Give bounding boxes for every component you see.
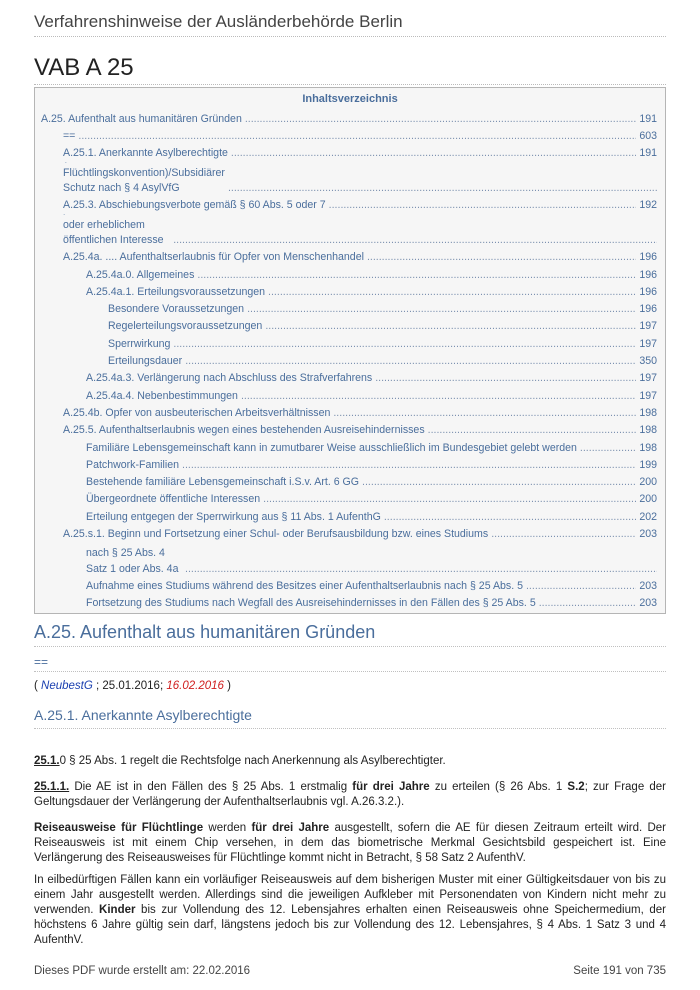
toc-entry[interactable] xyxy=(41,508,657,525)
toc-entry[interactable] xyxy=(41,335,657,352)
toc-entry-title: Bestehende familiäre Lebensgemeinschaft i.S.v. Art. 6 GG xyxy=(86,476,360,489)
subsection-divider xyxy=(34,728,666,729)
toc-entry-title: A.25.4a.0. Allgemeines xyxy=(86,268,195,281)
toc-entry[interactable] xyxy=(41,369,657,386)
toc-entry[interactable] xyxy=(41,283,657,300)
toc-page-number: 196 xyxy=(639,285,657,298)
para-text: In eilbedürftigen Fällen kann ein vorläufiger Reiseausweis auf dem bisherigen Muster mit einer Gültigkeitsdauer von bis zu einem Jahr ausgestellt werden. Allerdings sind die jeweiligen Aufkleber mit Personendaten von Kindern nicht mehr zu verwenden. xyxy=(34,874,666,916)
toc-page-number: 203 xyxy=(639,528,657,541)
toc-leader-dots xyxy=(491,527,636,542)
toc-leader-dots xyxy=(375,371,636,386)
toc-entry-title: A.25.4b. Opfer von ausbeuterischen Arbeitsverhältnissen xyxy=(63,406,331,419)
toc-entry-title: Erteilung entgegen der Sperrwirkung aus § 11 Abs. 1 AufenthG xyxy=(86,510,381,523)
toc-leader-dots xyxy=(231,146,636,161)
paragraph-eilfaelle xyxy=(34,873,666,948)
toc-leader-dots xyxy=(241,389,636,404)
para-emphasis: S.2 xyxy=(567,781,585,793)
toc-entry[interactable] xyxy=(41,542,657,577)
toc-entry[interactable] xyxy=(41,127,657,144)
toc-page-number: 203 xyxy=(639,597,657,610)
para-ref-tail: 0 xyxy=(59,755,66,767)
section-divider xyxy=(34,646,666,647)
toc-leader-dots xyxy=(539,596,637,611)
toc-page-number: 350 xyxy=(639,355,657,368)
toc-entry-title: Besondere Voraussetzungen xyxy=(108,303,245,316)
toc-leader-dots xyxy=(245,112,636,127)
para-text: bis zur Vollendung des 12. Lebensjahres erhalten einen Reiseausweis ohne Speichermedium, der höchstens 6 Jahre gültig sein darf, längstens jedoch bis zur Vollendung des 12. Lebensjahres, § 4 Abs. 1 Satz 3 und 4 AufenthV. xyxy=(34,904,666,946)
toc-page-number: 198 xyxy=(639,441,657,454)
toc-entry-title: A.25. Aufenthalt aus humanitären Gründen xyxy=(41,112,242,125)
toc-entry-title: == xyxy=(63,130,76,143)
toc-heading: Inhaltsverzeichnis xyxy=(302,93,398,105)
toc-page-number: 197 xyxy=(639,320,657,333)
toc-entry-title: Fortsetzung des Studiums nach Wegfall des Ausreisehindernisses in den Fällen des § 25 Abs. 5 xyxy=(86,597,536,610)
change-marker-link[interactable]: == xyxy=(34,655,49,669)
toc-entry-title: oder erheblichem öffentlichen Interesse xyxy=(63,218,164,246)
toc-entry[interactable] xyxy=(41,248,657,265)
toc-page-number: 191 xyxy=(639,147,657,160)
toc-leader-dots xyxy=(173,233,657,248)
toc-entry[interactable] xyxy=(41,318,657,335)
toc-entry[interactable] xyxy=(41,266,657,283)
header-divider xyxy=(34,36,666,37)
toc-entry-title: Regelerteilungsvoraussetzungen xyxy=(108,320,263,333)
toc-entry[interactable] xyxy=(41,525,657,542)
toc-entry-title: Familiäre Lebensgemeinschaft kann in zumutbarer Weise ausschließlich im Bundesgebiet gelebt werden xyxy=(86,441,577,454)
toc-entry[interactable] xyxy=(41,196,657,213)
toc-leader-dots xyxy=(182,458,636,473)
toc-entry[interactable] xyxy=(41,577,657,594)
toc-page-number: 197 xyxy=(639,372,657,385)
para-text: zu erteilen (§ 26 Abs. 1 xyxy=(429,781,568,793)
paragraph-reiseausweise xyxy=(34,821,666,866)
toc-page-number: 198 xyxy=(639,406,657,419)
para-text: § 25 Abs. 1 regelt die Rechtsfolge nach Anerkennung als Asylberechtigter. xyxy=(65,755,446,767)
table-of-contents xyxy=(34,87,666,614)
toc-entry-title: Sperrwirkung xyxy=(108,337,171,350)
toc-entry[interactable] xyxy=(41,110,657,127)
para-text: ; zur Frage der Geltungsdauer der Verlängerung der Aufenthaltserlaubnis vgl. A.26.3.2.). xyxy=(34,781,666,808)
toc-page-number: 197 xyxy=(639,389,657,402)
toc-page-number: 199 xyxy=(639,458,657,471)
meta-date-new: 16.02.2016 xyxy=(166,680,224,692)
toc-entry-title: A.25.4a.1. Erteilungsvoraussetzungen xyxy=(86,285,266,298)
toc-entry-title: A.25.4a. .... Aufenthaltserlaubnis für Opfer von Menschenhandel xyxy=(63,251,364,264)
paragraph-25-1-0 xyxy=(34,754,666,769)
meta-date-old: ; 25.01.2016; xyxy=(92,680,167,692)
toc-page-number: 196 xyxy=(639,251,657,264)
toc-leader-dots xyxy=(173,337,636,352)
para-ref: 25.1.1. xyxy=(34,781,70,793)
toc-page-number: 192 xyxy=(639,199,657,212)
toc-entry-title: A.25.3. Abschiebungsverbote gemäß § 60 Abs. 5 oder 7 xyxy=(63,199,326,212)
toc-entry[interactable] xyxy=(41,387,657,404)
toc-leader-dots xyxy=(185,354,636,369)
toc-leader-dots xyxy=(362,475,636,490)
toc-leader-dots xyxy=(333,406,636,421)
toc-leader-dots xyxy=(247,302,636,317)
toc-entry-title: A.25.1. Anerkannte Asylberechtigte xyxy=(63,147,228,160)
toc-page-number: 200 xyxy=(639,476,657,489)
toc-page-number: 196 xyxy=(639,268,657,281)
toc-leader-dots xyxy=(265,319,636,334)
toc-page-number: 197 xyxy=(639,337,657,350)
toc-entry[interactable] xyxy=(41,300,657,317)
toc-list xyxy=(41,110,657,612)
toc-entry[interactable] xyxy=(41,491,657,508)
meta-close: ) xyxy=(223,680,231,692)
meta-open: ( xyxy=(34,680,42,692)
toc-entry[interactable] xyxy=(41,404,657,421)
para-text: ausgestellt, sofern die AE für diesen Zeitraum erteilt wird. Der Reiseausweis ist mit einem Chip versehen, in dem das biometrische Merkmal Gesichtsbild gespeichert ist. Eine Verlängerung des Reiseausweises für Flüchtlinge kommt nicht in Betracht, § 58 Satz 2 AufenthV. xyxy=(34,822,666,864)
para-text: Die AE ist in den Fällen des § 25 Abs. 1 erstmalig xyxy=(69,781,353,793)
toc-entry-title: Flüchtlingskonvention)/Subsidiärer Schutz nach § 4 AsylVfG xyxy=(63,166,225,195)
toc-entry[interactable] xyxy=(41,421,657,438)
document-header-title: Verfahrenshinweise der Ausländerbehörde Berlin xyxy=(34,12,403,31)
paragraph-25-1-1 xyxy=(34,780,666,810)
section-heading: A.25. Aufenthalt aus humanitären Gründen xyxy=(34,622,376,642)
law-link[interactable]: NeubestG xyxy=(41,680,93,692)
toc-entry-title: Patchwork-Familien xyxy=(86,458,180,471)
toc-entry[interactable] xyxy=(41,162,657,197)
amendment-info xyxy=(34,680,231,692)
toc-page-number: 196 xyxy=(639,303,657,316)
para-text: werden xyxy=(203,822,252,834)
marker-divider xyxy=(34,671,666,672)
title-divider xyxy=(34,84,666,85)
toc-leader-dots xyxy=(580,441,636,456)
toc-leader-dots xyxy=(185,562,657,577)
toc-entry-title: A.25.4a.4. Nebenbestimmungen xyxy=(86,389,238,402)
toc-page-number: 202 xyxy=(639,510,657,523)
toc-entry-title: A.25.5. Aufenthaltserlaubnis wegen eines bestehenden Ausreisehindernisses xyxy=(63,424,425,437)
toc-entry[interactable] xyxy=(41,145,657,162)
para-emphasis: Kinder xyxy=(99,904,136,916)
toc-entry[interactable] xyxy=(41,214,657,249)
toc-leader-dots xyxy=(526,579,636,594)
toc-entry[interactable] xyxy=(41,456,657,473)
toc-leader-dots xyxy=(367,250,636,265)
toc-entry-title: Übergeordnete öffentliche Interessen xyxy=(86,493,261,506)
toc-page-number: 200 xyxy=(639,493,657,506)
footer-created-date: Dieses PDF wurde erstellt am: 22.02.2016 xyxy=(34,965,251,977)
toc-entry-title: A.25.4a.3. Verlängerung nach Abschluss des Strafverfahrens xyxy=(86,372,373,385)
toc-leader-dots xyxy=(263,492,636,507)
toc-leader-dots xyxy=(268,285,636,300)
para-ref: 25.1. xyxy=(34,755,60,767)
toc-leader-dots xyxy=(78,129,636,144)
toc-entry[interactable] xyxy=(41,439,657,456)
para-emphasis: für drei Jahre xyxy=(352,781,430,793)
page-title: VAB A 25 xyxy=(34,54,134,81)
toc-entry[interactable] xyxy=(41,352,657,369)
toc-page-number: 198 xyxy=(639,424,657,437)
toc-page-number: 191 xyxy=(639,112,657,125)
para-emphasis: Reiseausweise für Flüchtlinge xyxy=(34,822,204,834)
toc-entry-title: nach § 25 Abs. 4 Satz 1 oder Abs. 4a xyxy=(86,547,179,575)
toc-entry-title: Aufnahme eines Studiums während des Besitzes einer Aufenthaltserlaubnis nach § 25 Abs. 5 xyxy=(86,579,523,592)
subsection-heading: A.25.1. Anerkannte Asylberechtigte xyxy=(34,707,252,723)
toc-page-number: 603 xyxy=(639,130,657,143)
toc-leader-dots xyxy=(329,198,637,213)
toc-leader-dots xyxy=(384,510,636,525)
toc-entry-title: A.25.s.1. Beginn und Fortsetzung einer Schul- oder Berufsausbildung bzw. eines Studiums xyxy=(63,528,489,541)
toc-leader-dots xyxy=(428,423,637,438)
toc-leader-dots xyxy=(197,268,636,283)
toc-leader-dots xyxy=(228,181,657,196)
para-emphasis: für drei Jahre xyxy=(251,822,330,834)
toc-entry[interactable] xyxy=(41,594,657,611)
footer-page-number: Seite 191 von 735 xyxy=(573,965,666,977)
toc-entry[interactable] xyxy=(41,473,657,490)
toc-entry-title: Erteilungsdauer xyxy=(108,355,183,368)
toc-page-number: 203 xyxy=(639,579,657,592)
